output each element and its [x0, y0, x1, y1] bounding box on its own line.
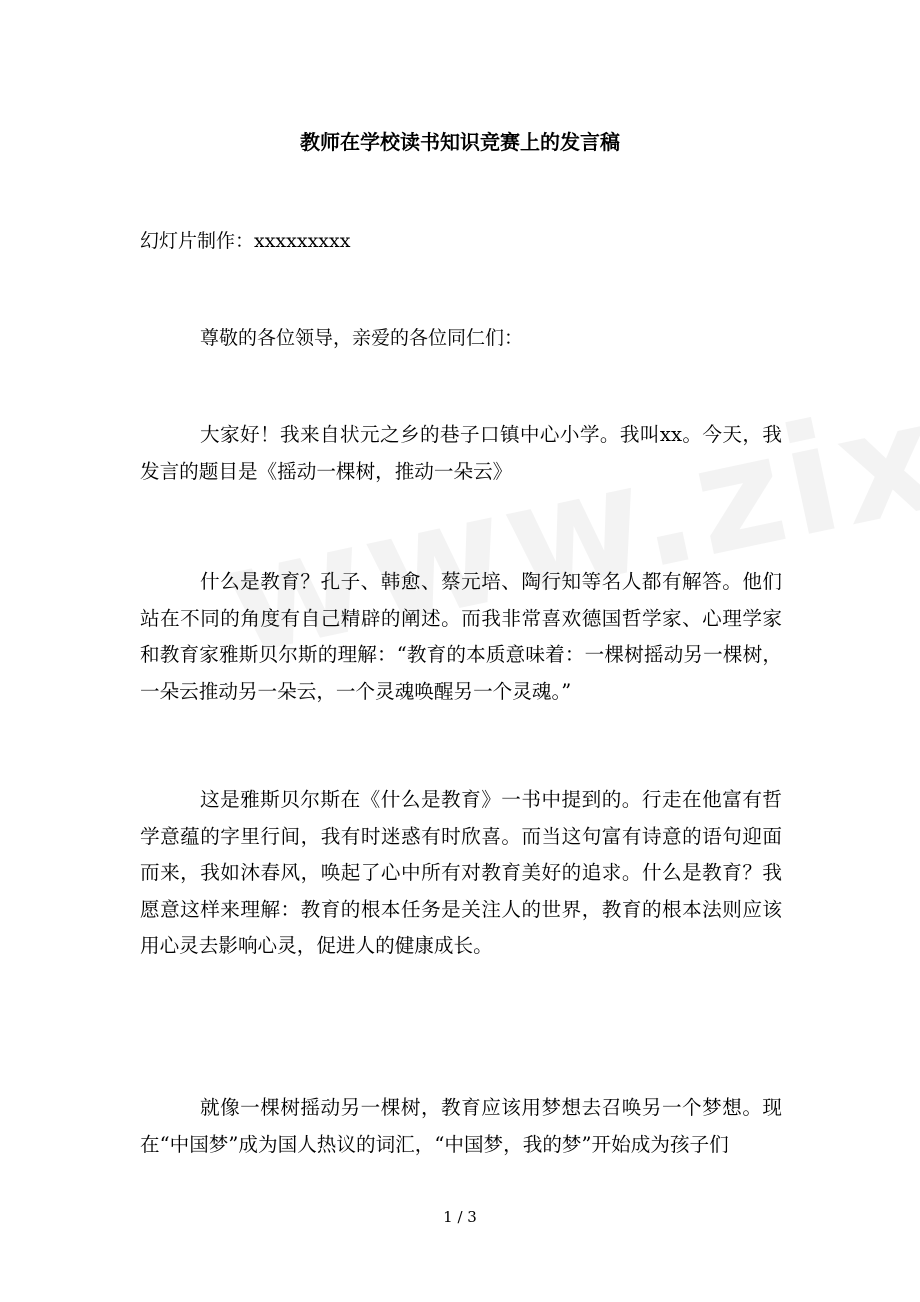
- author-line: 幻灯片制作：xxxxxxxxx: [140, 230, 351, 252]
- paragraph-jaspers-book: 这是雅斯贝尔斯在《什么是教育》一书中提到的。行走在他富有哲学意蕴的字里行间，我有时迷惑有时欣喜。而当这句富有诗意的语句迎面而来，我如沐春风，唤起了心中所有对教育美好的追求。什么是教育？我愿意这样来理解：教育的根本任务是关注人的世界，教育的根本法则应该用心灵去影响心灵，促进人的健康成长。: [140, 788, 782, 957]
- page-number: 1 / 3: [443, 1208, 477, 1226]
- document-title: 教师在学校读书知识竞赛上的发言稿: [300, 130, 620, 154]
- paragraph-what-is-education: 什么是教育？孔子、韩愈、蔡元培、陶行知等名人都有解答。他们站在不同的角度有自己精辟的阐述。而我非常喜欢德国哲学家、心理学家和教育家雅斯贝尔斯的理解：“教育的本质意味着：一棵树摇动另一棵树，一朵云推动另一朵云，一个灵魂唤醒另一个灵魂。”: [140, 570, 782, 703]
- greeting: 尊敬的各位领导，亲爱的各位同仁们：: [200, 327, 524, 349]
- paragraph-china-dream: 就像一棵树摇动另一棵树，教育应该用梦想去召唤另一个梦想。现在“中国梦”成为国人热议的词汇，“中国梦，我的梦”开始成为孩子们: [140, 1096, 782, 1156]
- paragraph-intro: 大家好！我来自状元之乡的巷子口镇中心小学。我叫xx。今天，我发言的题目是《摇动一棵树，推动一朵云》: [140, 423, 782, 483]
